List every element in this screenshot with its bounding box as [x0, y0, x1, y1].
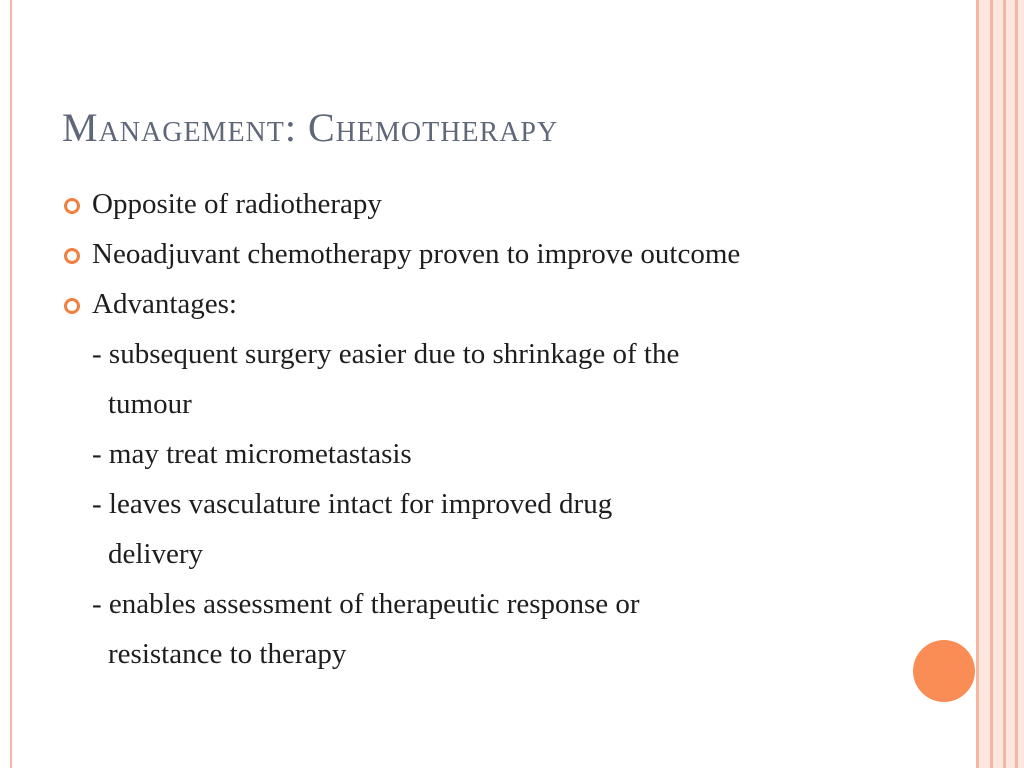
- ring-bullet-icon: [64, 198, 80, 214]
- sub-point: [62, 434, 862, 475]
- sub-point: [62, 334, 862, 425]
- sub-point: [62, 584, 862, 675]
- sub-point: [62, 484, 862, 575]
- slide-title: Management: Chemotherapy: [62, 105, 559, 150]
- right-stripe: [976, 0, 979, 768]
- right-stripe: [1015, 0, 1018, 768]
- orange-circle-decoration: [913, 640, 975, 702]
- sub-point-continuation: resistance to therapy: [108, 638, 347, 670]
- sub-point-continuation: delivery: [108, 538, 204, 570]
- right-stripe: [990, 0, 993, 768]
- bullet-item: [62, 284, 862, 325]
- sub-point-text: - may treat micrometastasis: [92, 438, 412, 470]
- bullet-text: Opposite of radiotherapy: [92, 188, 382, 220]
- ring-bullet-icon: [64, 248, 80, 264]
- bullet-item: [62, 234, 862, 275]
- sub-point-text: - leaves vasculature intact for improved drug: [92, 488, 613, 520]
- right-stripe: [1003, 0, 1006, 768]
- slide-body: [62, 184, 862, 684]
- bullet-item: [62, 184, 862, 225]
- left-border-line: [10, 0, 12, 768]
- sub-point-continuation: tumour: [108, 388, 192, 420]
- ring-bullet-icon: [64, 298, 80, 314]
- sub-point-text: - subsequent surgery easier due to shrinkage of the: [92, 338, 680, 370]
- bullet-text: Neoadjuvant chemotherapy proven to improve outcome: [92, 238, 741, 270]
- sub-point-text: - enables assessment of therapeutic response or: [92, 588, 640, 620]
- bullet-text: Advantages:: [92, 288, 237, 320]
